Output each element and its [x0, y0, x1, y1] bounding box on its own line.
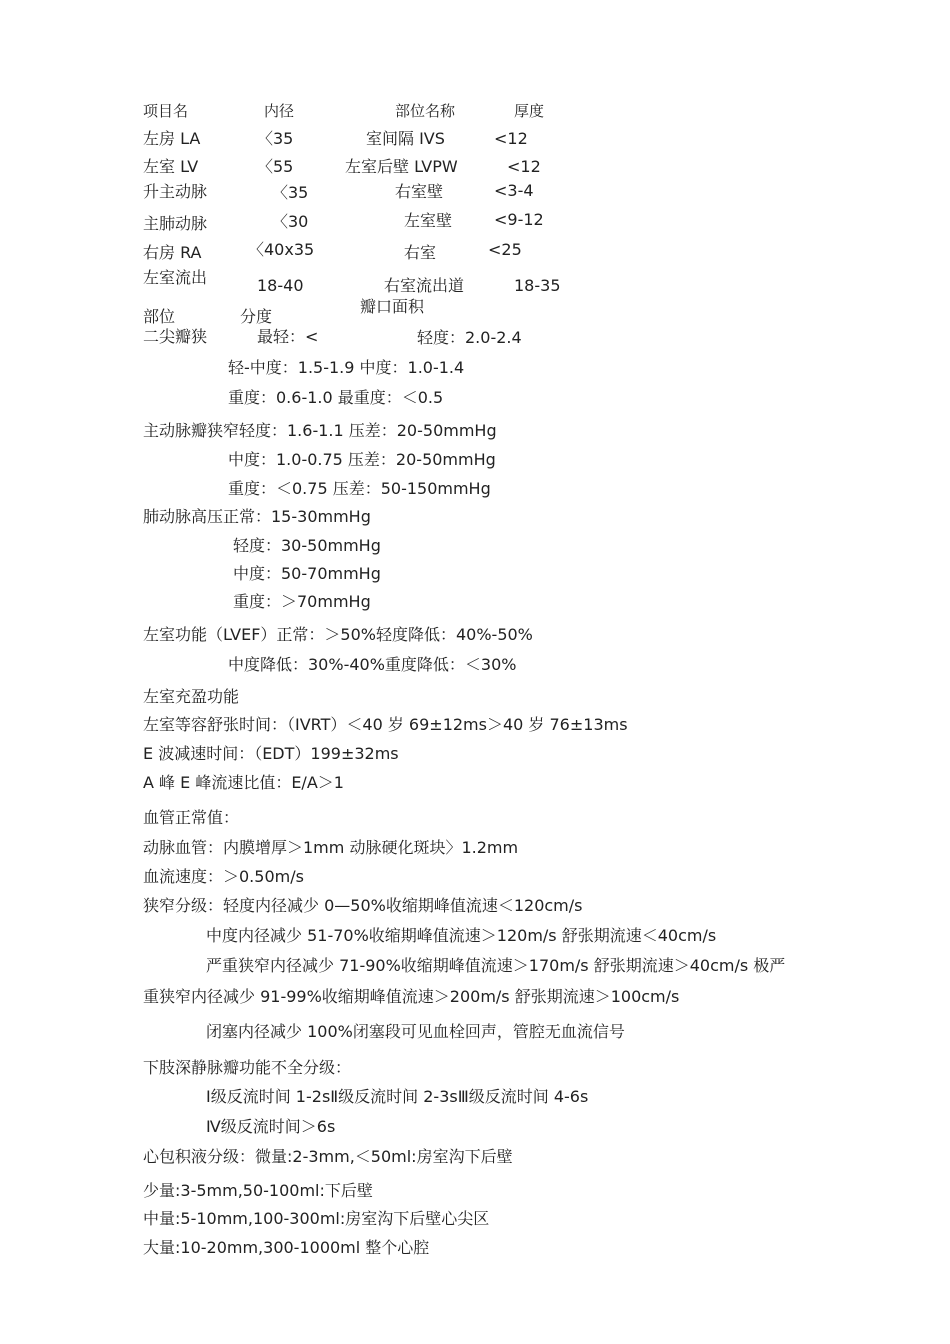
table1-row-thickness: <9-12	[494, 210, 544, 229]
table1-header-diameter: 内径	[264, 102, 295, 120]
mitral-line: 重度：0.6-1.0 最重度：＜0.5	[228, 388, 444, 407]
table1-row-diameter: 〈35	[257, 129, 294, 148]
pericardial-first: 心包积液分级：微量:2-3mm,＜50ml:房室沟下后壁	[143, 1147, 513, 1166]
table1-row-diameter: 18-40	[257, 276, 304, 295]
table1-row-part: 左室壁	[404, 211, 453, 230]
table1-row-thickness: <25	[488, 240, 522, 259]
valve-header-area: 瓣口面积	[360, 297, 425, 316]
lv-function-first: 左室功能（LVEF）正常：＞50%轻度降低：40%-50%	[143, 625, 533, 644]
pericardial-line: 少量:3-5mm,50-100ml:下后壁	[143, 1181, 373, 1200]
pericardial-line: 中量:5-10mm,100-300ml:房室沟下后壁心尖区	[143, 1209, 490, 1228]
table1-row-part: 右室	[404, 243, 437, 262]
vessel-occlusion: 闭塞内径减少 100%闭塞段可见血栓回声，管腔无血流信号	[206, 1022, 625, 1041]
table1-row-item: 左室流出	[143, 268, 208, 287]
mitral-light: 轻度：2.0-2.4	[417, 328, 522, 347]
filling-title: 左室充盈功能	[143, 687, 240, 706]
venous-title: 下肢深静脉瓣功能不全分级：	[143, 1058, 352, 1077]
table1-row-part: 右室流出道	[384, 276, 465, 295]
table1-row-item: 升主动脉	[143, 182, 208, 201]
filling-line: A 峰 E 峰流速比值：E/A＞1	[143, 773, 344, 792]
vessel-title: 血管正常值：	[143, 808, 240, 827]
table1-row-part: 右室壁	[395, 182, 444, 201]
pericardial-line: 大量:10-20mm,300-1000ml 整个心腔	[143, 1238, 430, 1257]
table1-row-thickness: <12	[494, 129, 528, 148]
table1-header-item: 项目名	[143, 102, 189, 120]
table1-row-thickness: 18-35	[514, 276, 561, 295]
pulmonary-first: 肺动脉高压正常：15-30mmHg	[143, 507, 371, 526]
mitral-label: 二尖瓣狭	[143, 327, 208, 346]
venous-line: Ⅳ级反流时间＞6s	[206, 1117, 336, 1136]
table1-header-thickness: 厚度	[514, 102, 545, 120]
vessel-severe: 重狭窄内径减少 91-99%收缩期峰值流速＞200m/s 舒张期流速＞100cm/s	[143, 987, 680, 1006]
table1-row-item: 左室 LV	[143, 157, 199, 176]
table1-row-item: 左房 LA	[143, 129, 201, 148]
vessel-line: 动脉血管：内膜增厚＞1mm 动脉硬化斑块〉1.2mm	[143, 838, 519, 857]
table1-row-diameter: 〈40x35	[248, 240, 315, 259]
valve-header-part: 部位	[143, 307, 176, 326]
vessel-indented: 中度内径减少 51-70%收缩期峰值流速＞120m/s 舒张期流速＜40cm/s	[206, 926, 717, 945]
pulmonary-line: 中度：50-70mmHg	[233, 564, 381, 583]
venous-line: Ⅰ级反流时间 1-2sⅡ级反流时间 2-3sⅢ级反流时间 4-6s	[206, 1087, 589, 1106]
table1-row-item: 主肺动脉	[143, 214, 208, 233]
table1-header-part: 部位名称	[395, 102, 456, 120]
pulmonary-line: 重度：＞70mmHg	[233, 592, 371, 611]
table1-row-item: 右房 RA	[143, 243, 202, 262]
vessel-line: 狭窄分级：轻度内径减少 0—50%收缩期峰值流速＜120cm/s	[143, 896, 583, 915]
table1-row-diameter: 〈55	[257, 157, 294, 176]
aortic-line: 中度：1.0-0.75 压差：20-50mmHg	[228, 450, 496, 469]
table1-row-part: 左室后壁 LVPW	[345, 157, 458, 176]
mitral-line: 轻-中度：1.5-1.9 中度：1.0-1.4	[228, 358, 465, 377]
table1-row-thickness: <3-4	[494, 181, 534, 200]
lv-function-second: 中度降低：30%-40%重度降低：＜30%	[228, 655, 517, 674]
mitral-grade: 最轻：<	[257, 327, 319, 346]
vessel-indented: 严重狭窄内径减少 71-90%收缩期峰值流速＞170m/s 舒张期流速＞40cm/s 极严	[206, 956, 786, 975]
aortic-line: 重度：＜0.75 压差：50-150mmHg	[228, 479, 491, 498]
table1-row-part: 室间隔 IVS	[366, 129, 445, 148]
valve-header-grade: 分度	[240, 307, 273, 326]
filling-line: 左室等容舒张时间：（IVRT）＜40 岁 69±12ms＞40 岁 76±13ms	[143, 715, 628, 734]
vessel-line: 血流速度：＞0.50m/s	[143, 867, 304, 886]
table1-row-diameter: 〈35	[272, 183, 309, 202]
table1-row-thickness: <12	[507, 157, 541, 176]
pulmonary-line: 轻度：30-50mmHg	[233, 536, 381, 555]
filling-line: E 波减速时间：（EDT）199±32ms	[143, 744, 399, 763]
aortic-first: 主动脉瓣狭窄轻度：1.6-1.1 压差：20-50mmHg	[143, 421, 497, 440]
table1-row-diameter: 〈30	[272, 212, 309, 231]
